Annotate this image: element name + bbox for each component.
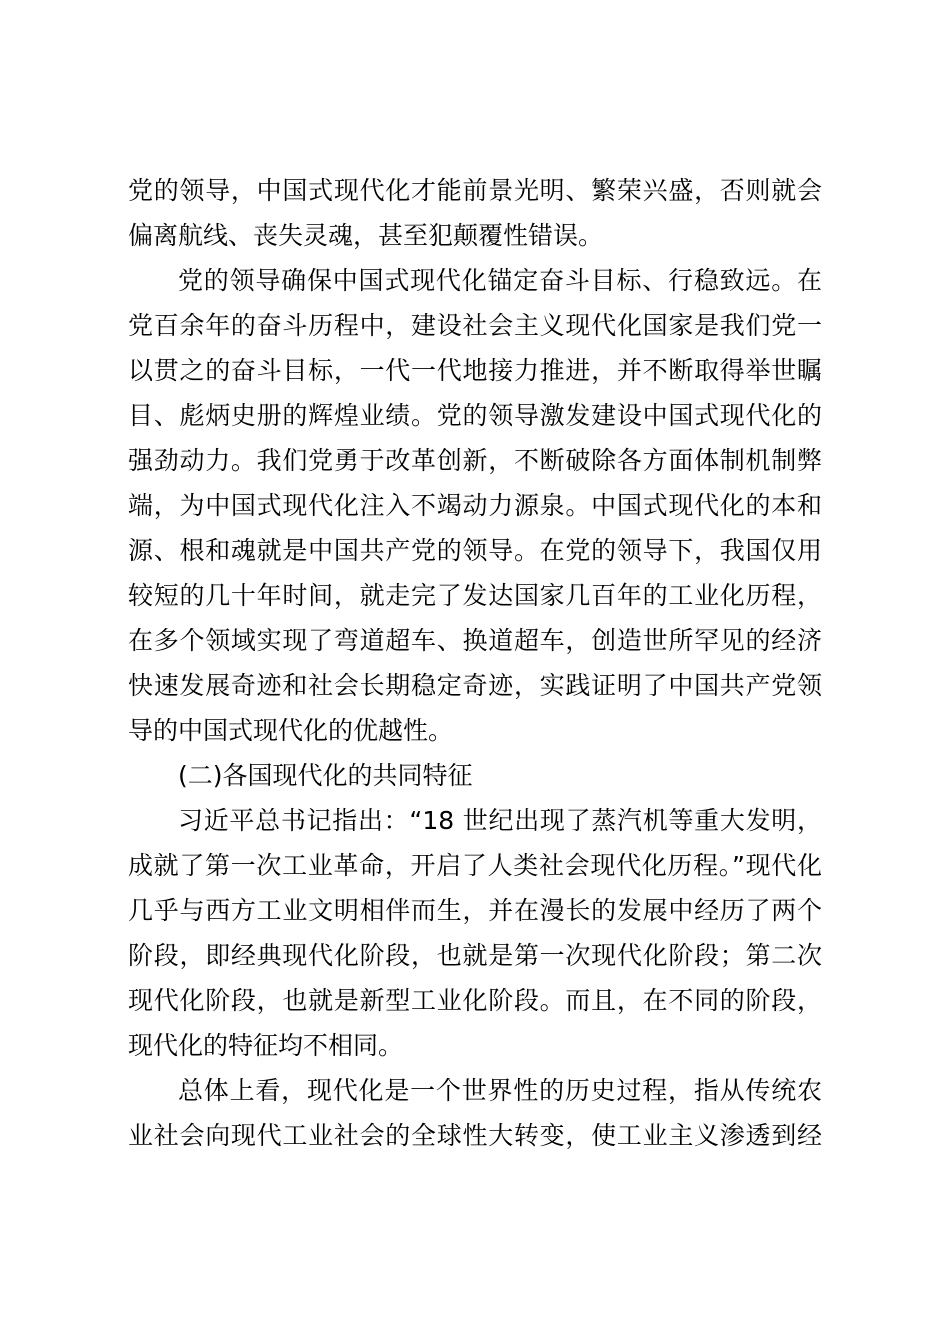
text-line: 党的领导确保中国式现代化锚定奋斗目标、行稳致远。在 [178,266,822,295]
text-line: 目、彪炳史册的辉煌业绩。党的领导激发建设中国式现代化的 [128,401,822,430]
text-line: 党的领导，中国式现代化才能前景光明、繁荣兴盛，否则就会 [128,176,822,205]
text-line: 较短的几十年时间，就走完了发达国家几百年的工业化历程， [128,581,822,610]
text-line: 以贯之的奋斗目标，一代一代地接力推进，并不断取得举世瞩 [128,356,822,385]
section-heading: (二)各国现代化的共同特征 [178,761,473,790]
text-line: 总体上看，现代化是一个世界性的历史过程，指从传统农 [178,1076,822,1105]
text-line: 阶段，即经典现代化阶段，也就是第一次现代化阶段；第二次 [128,941,822,970]
text-line: 强劲动力。我们党勇于改革创新，不断破除各方面体制机制弊 [128,446,822,475]
text-line: 快速发展奇迹和社会长期稳定奇迹，实践证明了中国共产党领 [128,671,822,700]
text-line: 导的中国式现代化的优越性。 [128,716,454,745]
text-line: 源、根和魂就是中国共产党的领导。在党的领导下，我国仅用 [128,536,822,565]
text-line: 端，为中国式现代化注入不竭动力源泉。中国式现代化的本和 [128,491,822,520]
text-line: 现代化的特征均不相同。 [128,1031,404,1060]
document-body [128,168,822,1158]
text-line: 成就了第一次工业革命，开启了人类社会现代化历程。”现代化 [128,851,822,880]
text-line: 在多个领域实现了弯道超车、换道超车，创造世所罕见的经济 [128,626,822,655]
text-line: 党百余年的奋斗历程中，建设社会主义现代化国家是我们党一 [128,311,822,340]
text-line: 偏离航线、丧失灵魂，甚至犯颠覆性错误。 [128,221,604,250]
text-line: 几乎与西方工业文明相伴而生，并在漫长的发展中经历了两个 [128,896,822,925]
text-line: 现代化阶段，也就是新型工业化阶段。而且，在不同的阶段， [128,986,822,1015]
text-line: 业社会向现代工业社会的全球性大转变，使工业主义渗透到经 [128,1121,822,1150]
text-line: 习近平总书记指出：“18 世纪出现了蒸汽机等重大发明， [178,806,822,835]
